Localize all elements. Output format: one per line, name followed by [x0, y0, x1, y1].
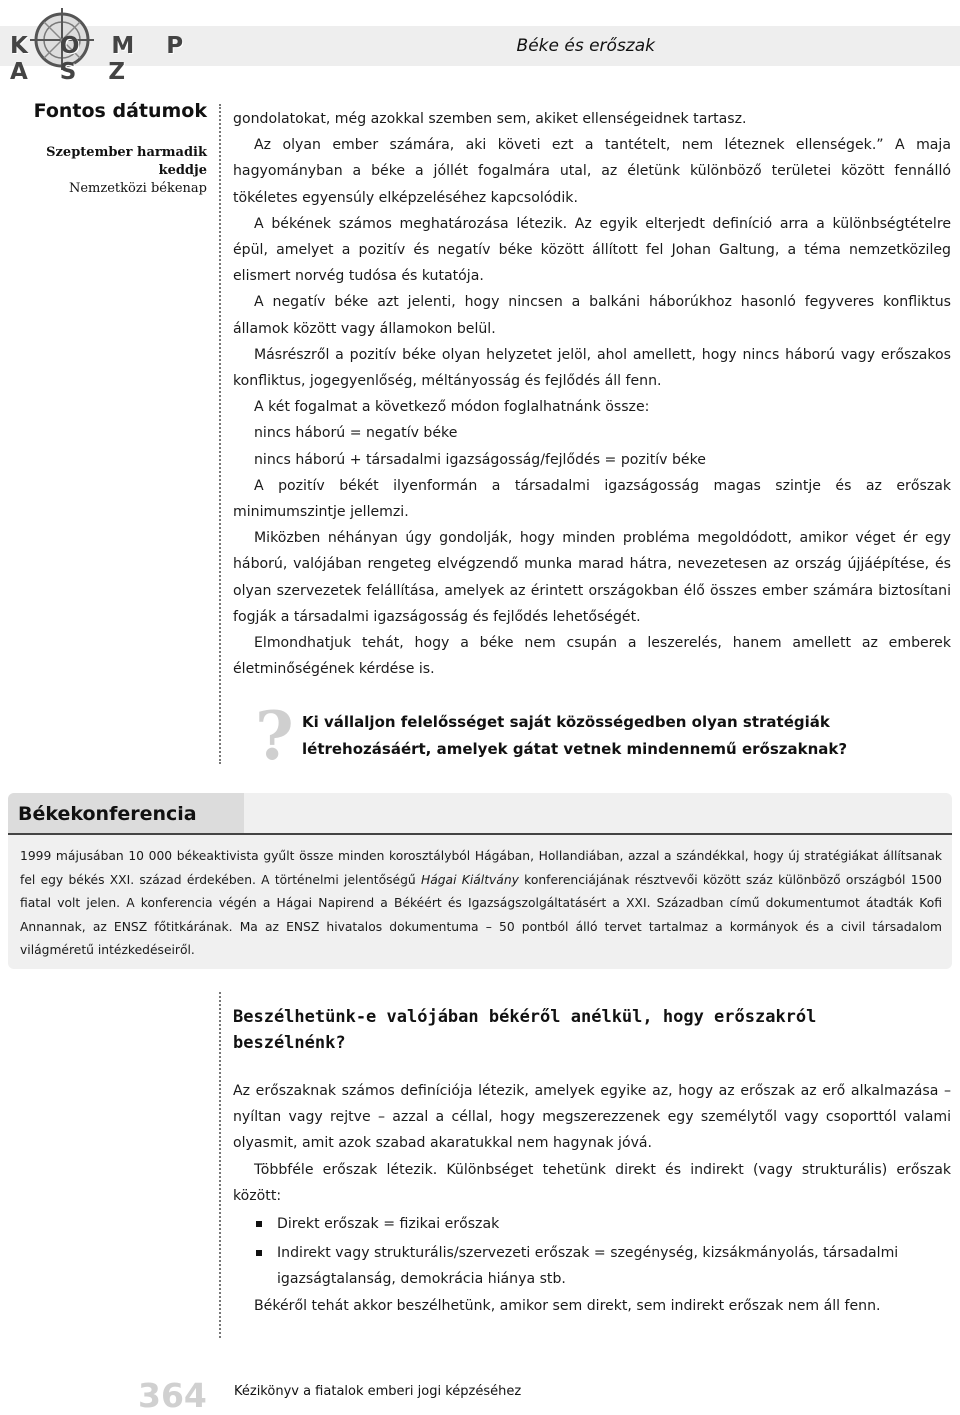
paragraph: A két fogalmat a következő módon foglalhatnánk össze:	[254, 399, 650, 416]
paragraph: Az erőszaknak számos definíciója létezik, amelyek egyike az, hogy az erőszak az erő alkalmazása – nyíltan vagy rejtve – azzal a céllal, hogy megszerezzenek egy személytől vagy csoporttól valami olyasmit, amit azok szabad akaratukkal nem hagynak jóvá.	[233, 1083, 951, 1152]
paragraph: Elmondhatjuk tehát, hogy a béke nem csupán a leszerelés, hanem amellett az emberek életminőségének kérdése is.	[233, 635, 951, 678]
paragraph: Békéről tehát akkor beszélhetünk, amikor sem direkt, sem indirekt erőszak nem áll fenn.	[254, 1297, 881, 1314]
page-number: 364	[138, 1376, 207, 1415]
paragraph: A pozitív békét ilyenformán a társadalmi igazságosság magas szintje és az erőszak minimumszintje jellemzi.	[233, 477, 951, 521]
conference-text-part: konferenciájának résztvevői között száz különböző országból 1500 fiatal volt jelen. A konferencia végén a Hágai Napirend a Békéért és Igazságszolgáltatásért a XXI. Században című dokumentumot átadták Kofi Annannak, az ENSZ főtitkárának. Ma az ENSZ hivatalos dokumentuma – 50 pontból álló tervet tartalmaz a kormányok és a civil társadalom világméretű intézkedéseiről.	[20, 872, 942, 957]
sidebar-title: Fontos dátumok	[33, 100, 207, 122]
equation-line: nincs háború = negatív béke	[254, 425, 458, 442]
section-heading: Beszélhetünk-e valójában békéről anélkül, hogy erőszakról beszélnénk?	[233, 1007, 817, 1053]
paragraph: Az olyan ember számára, aki követi ezt a tantételt, nem léteznek ellenségek.” A maja hagyományban a béke a jóllét fogalmára utal, az életünk különböző területei között fennálló tökéletes egyensúly elképzeléséhez kapcsolódik.	[233, 137, 951, 206]
conference-title-bar	[8, 793, 244, 833]
paragraph: gondolatokat, még azokkal szemben sem, akiket ellenségeidnek tartasz.	[233, 111, 747, 127]
conference-title: Békekonferencia	[18, 803, 197, 825]
conference-text	[20, 845, 942, 963]
list-item: Direkt erőszak = fizikai erőszak	[233, 1211, 951, 1237]
paragraph: Miközben néhányan úgy gondolják, hogy minden probléma megoldódott, amikor véget ér egy háború, valójában rengeteg elvégzendő munka marad hátra, nevezetesen az ország újjáépítése, és olyan szervezetek felállítása, amelyek az érintett országokban élő összes ember számára biztosítani fogják a társadalmi igazságosság és fejlődés lehetőségét.	[233, 530, 951, 625]
violence-types-list	[233, 1211, 951, 1293]
dotted-divider-top	[219, 104, 221, 764]
violence-section	[233, 1078, 951, 1319]
date-event: Nemzetközi békenap	[68, 181, 207, 196]
paragraph: A negatív béke azt jelenti, hogy nincsen a balkáni háborúkhoz hasonló fegyveres konfliktus államok között vagy államokon belül.	[233, 294, 951, 337]
paragraph: Másrészről a pozitív béke olyan helyzetet jelöl, ahol amellett, hogy nincs háború vagy erőszakos konfliktus, jogegyenlőség, méltányosság és fejlődés áll fenn.	[233, 346, 951, 390]
header-title: Béke és erőszak	[516, 36, 655, 56]
footer-book-title: Kézikönyv a fiatalok emberi jogi képzéséhez	[234, 1384, 522, 1399]
kompasz-logo	[0, 0, 220, 85]
dotted-divider-bottom	[219, 992, 221, 1338]
paragraph: A békének számos meghatározása létezik. Az egyik elterjedt definíció arra a különbségtételre épül, amelyet a pozitív és negatív béke között állított fel Johan Galtung, a téma nemzetközileg elismert norvég tudósa és kutatója.	[233, 215, 951, 285]
question-text: Ki vállaljon felelősséget saját közösségedben olyan stratégiák létrehozásáért, amelyek gátat vetnek mindennemű erőszaknak?	[302, 713, 848, 758]
date-line-2: keddje	[158, 163, 207, 178]
equation-line: nincs háború + társadalmi igazságosság/fejlődés = pozitív béke	[254, 451, 706, 468]
conference-divider	[8, 833, 952, 835]
date-line-1: Szeptember harmadik	[46, 145, 207, 160]
hague-appeal-title: Hágai Kiáltvány	[420, 872, 519, 887]
paragraph: Többféle erőszak létezik. Különbséget tehetünk direkt és indirekt (vagy strukturális) erőszak között:	[233, 1161, 951, 1204]
peace-conference-box	[8, 793, 952, 969]
question-mark-icon: ?	[255, 697, 294, 775]
main-article	[233, 106, 951, 682]
sidebar-important-dates	[0, 100, 207, 198]
list-item: Indirekt vagy strukturális/szervezeti erőszak = szegénység, kizsákmányolás, társadalmi igazságtalanság, demokrácia hiánya stb.	[233, 1240, 951, 1292]
conference-text-part: 1999 májusában 10 000 békeaktivista gyűlt össze minden korosztályból Hágában, Hollandiában, azzal a szándékkal, hogy új stratégiákat állítsanak fel egy békés XXI. század érdekében. A történelmi jelentőségű	[20, 849, 942, 887]
logo-text: K O M P A S Z	[10, 33, 196, 85]
